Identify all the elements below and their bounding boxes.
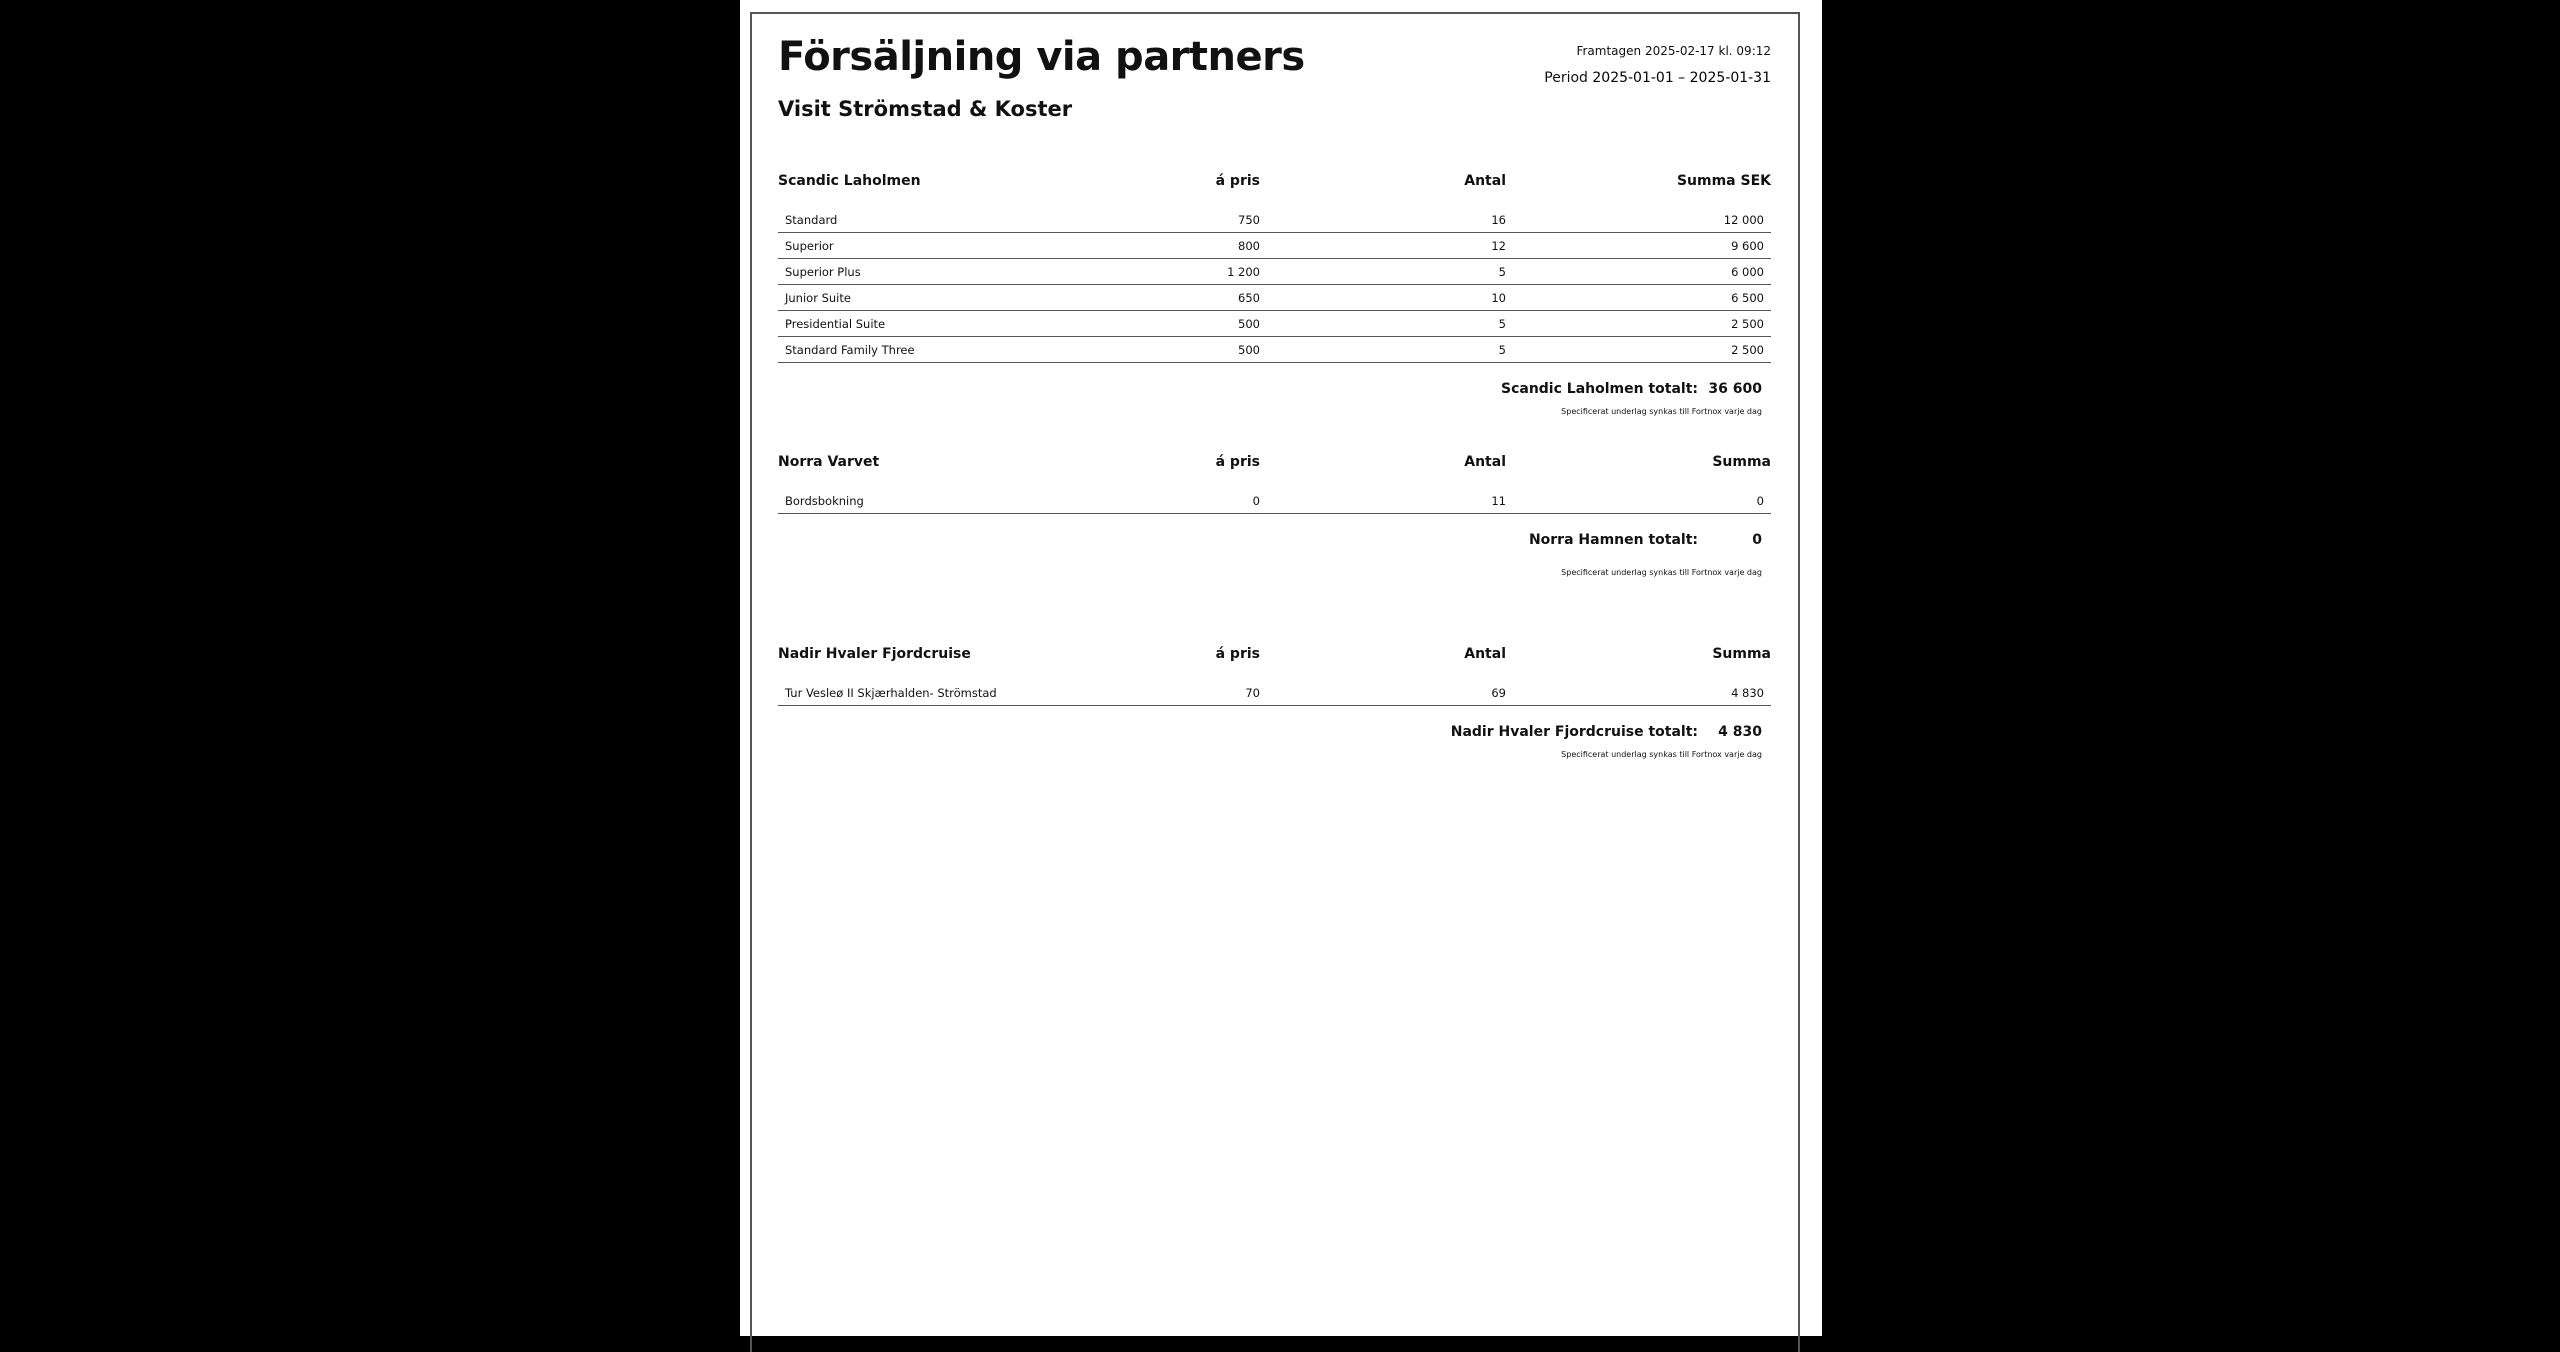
- item-qty: 5: [1498, 265, 1506, 279]
- section-header: [778, 173, 1771, 195]
- item-price: 650: [1238, 291, 1260, 305]
- total-label: Scandic Laholmen totalt:: [1500, 381, 1698, 397]
- item-price: 70: [1245, 686, 1260, 700]
- table-row: [778, 680, 1771, 706]
- section-total: [778, 718, 1771, 750]
- item-qty: 69: [1491, 686, 1506, 700]
- item-qty: 5: [1498, 343, 1506, 357]
- section-header: [778, 454, 1771, 476]
- item-price: 800: [1238, 239, 1260, 253]
- section-total: [778, 526, 1771, 558]
- partner-section-nadir-hvaler: [778, 646, 1771, 764]
- table-row: [778, 488, 1771, 514]
- sync-note: Specificerat underlag synkas till Fortnox varje dag: [1561, 407, 1762, 416]
- report-period: [1544, 70, 1771, 86]
- col-sum-header: Summa SEK: [1676, 173, 1771, 189]
- partner-section-scandic-laholmen: [778, 173, 1771, 421]
- period-value: 2025-01-01 – 2025-01-31: [1592, 70, 1771, 86]
- report-page: [740, 0, 1822, 1336]
- col-qty-header: Antal: [1464, 646, 1506, 662]
- item-qty: 5: [1498, 317, 1506, 331]
- partner-name: Norra Varvet: [778, 454, 880, 470]
- partner-name: Nadir Hvaler Fjordcruise: [778, 646, 971, 662]
- period-label: Period: [1544, 70, 1588, 86]
- item-qty: 16: [1491, 213, 1506, 227]
- item-name: Superior Plus: [785, 265, 861, 279]
- item-price: 0: [1252, 494, 1260, 508]
- item-sum: 4 830: [1731, 686, 1764, 700]
- table-row: [778, 285, 1771, 311]
- item-table: [778, 680, 1771, 706]
- item-table: [778, 207, 1771, 363]
- total-value: 36 600: [1708, 381, 1762, 397]
- table-row: [778, 259, 1771, 285]
- item-name: Superior: [785, 239, 834, 253]
- sync-note: Specificerat underlag synkas till Fortnox varje dag: [1561, 750, 1762, 759]
- item-name: Standard Family Three: [785, 343, 915, 357]
- col-price-header: á pris: [1215, 454, 1260, 470]
- item-table: [778, 488, 1771, 514]
- col-sum-header: Summa: [1712, 646, 1771, 662]
- item-name: Standard: [785, 213, 838, 227]
- item-name: Presidential Suite: [785, 317, 886, 331]
- col-sum-header: Summa: [1712, 454, 1771, 470]
- item-name: Bordsbokning: [785, 494, 864, 508]
- item-price: 500: [1238, 317, 1260, 331]
- item-price: 1 200: [1227, 265, 1260, 279]
- section-header: [778, 646, 1771, 668]
- total-value: 0: [1752, 532, 1762, 548]
- partner-name: Scandic Laholmen: [778, 173, 921, 189]
- generated-timestamp: Framtagen 2025-02-17 kl. 09:12: [1576, 44, 1771, 58]
- total-label: Nadir Hvaler Fjordcruise totalt:: [1450, 724, 1698, 740]
- table-row: [778, 311, 1771, 337]
- item-price: 750: [1238, 213, 1260, 227]
- table-row: [778, 337, 1771, 363]
- item-sum: 6 000: [1731, 265, 1764, 279]
- item-qty: 11: [1491, 494, 1506, 508]
- item-name: Tur Vesleø II Skjærhalden- Strömstad: [785, 686, 997, 700]
- item-sum: 0: [1756, 494, 1764, 508]
- col-qty-header: Antal: [1464, 454, 1506, 470]
- item-sum: 12 000: [1723, 213, 1764, 227]
- total-value: 4 830: [1718, 724, 1762, 740]
- col-qty-header: Antal: [1464, 173, 1506, 189]
- item-name: Junior Suite: [785, 291, 851, 305]
- col-price-header: á pris: [1215, 173, 1260, 189]
- report-subtitle: Visit Strömstad & Koster: [778, 97, 1073, 121]
- item-sum: 2 500: [1731, 317, 1764, 331]
- section-total: [778, 375, 1771, 407]
- table-row: [778, 233, 1771, 259]
- report-title: Försäljning via partners: [778, 34, 1305, 80]
- item-sum: 6 500: [1731, 291, 1764, 305]
- total-label: Norra Hamnen totalt:: [1528, 532, 1698, 548]
- sync-note: Specificerat underlag synkas till Fortnox varje dag: [1561, 568, 1762, 577]
- item-qty: 10: [1491, 291, 1506, 305]
- col-price-header: á pris: [1215, 646, 1260, 662]
- item-sum: 2 500: [1731, 343, 1764, 357]
- item-sum: 9 600: [1731, 239, 1764, 253]
- partner-section-norra-varvet: [778, 454, 1771, 582]
- item-price: 500: [1238, 343, 1260, 357]
- item-qty: 12: [1491, 239, 1506, 253]
- table-row: [778, 207, 1771, 233]
